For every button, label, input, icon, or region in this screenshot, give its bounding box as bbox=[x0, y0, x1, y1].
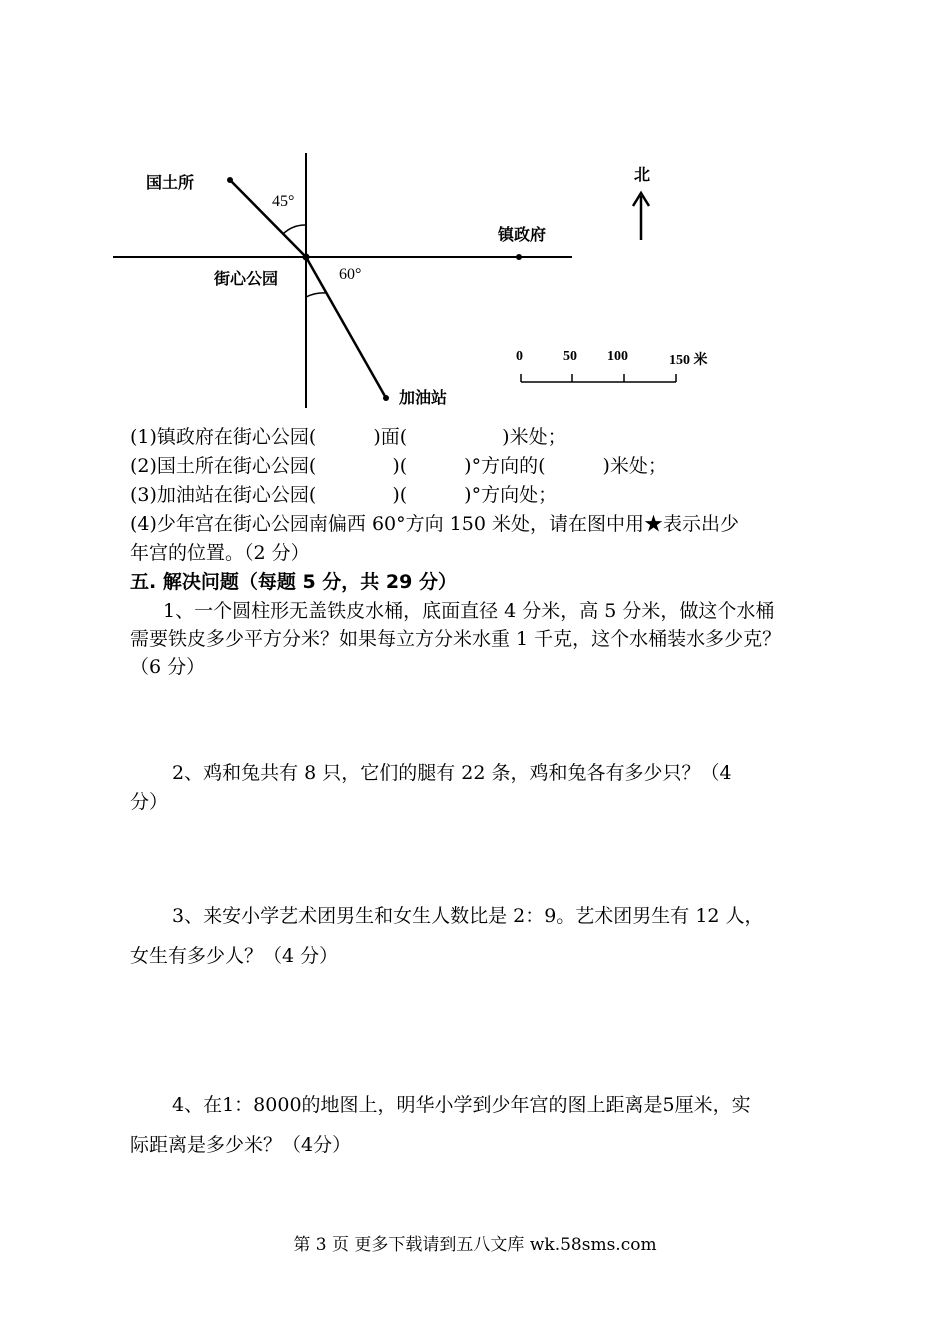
page-footer: 第 3 页 更多下载请到五八文库 wk.58sms.com bbox=[293, 1235, 657, 1255]
arc-60 bbox=[306, 293, 327, 297]
scale-label-0: 0 bbox=[516, 349, 523, 364]
scale-label-50: 50 bbox=[563, 349, 577, 364]
scale-label-100: 100 bbox=[607, 349, 628, 364]
question-4-line1: (4)少年宫在街心公园南偏西 60°方向 150 米处，请在图中用★表示出少 bbox=[130, 513, 739, 535]
point-jiayouzhan bbox=[383, 395, 389, 401]
problem-1-line1: 1、一个圆柱形无盖铁皮水桶，底面直径 4 分米，高 5 分米，做这个水桶 bbox=[163, 600, 775, 622]
label-angle-45: 45° bbox=[272, 193, 295, 210]
problem-4-line2: 际距离是多少米？（4分） bbox=[130, 1134, 352, 1156]
problem-3-line2: 女生有多少人？（4 分） bbox=[130, 945, 339, 967]
point-jiexin bbox=[303, 254, 310, 261]
label-north: 北 bbox=[634, 165, 651, 184]
question-3: (3)加油站在街心公园( )( )°方向处； bbox=[130, 484, 558, 506]
point-guotusuo bbox=[227, 177, 233, 183]
arc-45 bbox=[283, 225, 306, 234]
scale-label-150: 150 米 bbox=[669, 353, 708, 368]
problem-4-line1: 4、在1：8000的地图上，明华小学到少年宫的图上距离是5厘米，实 bbox=[172, 1094, 751, 1116]
label-angle-60: 60° bbox=[339, 266, 362, 283]
problem-2-line1: 2、鸡和兔共有 8 只，它们的腿有 22 条，鸡和兔各有多少只？（4 bbox=[172, 762, 732, 784]
direction-diagram bbox=[0, 0, 950, 420]
label-zhenzhengfu: 镇政府 bbox=[498, 225, 547, 244]
label-guotusuo: 国土所 bbox=[146, 173, 195, 192]
point-zhenzhengfu bbox=[516, 254, 522, 260]
label-jiexin: 街心公园 bbox=[214, 269, 279, 288]
question-1: (1)镇政府在街心公园( )面( )米处； bbox=[130, 426, 567, 448]
section-title: 五. 解决问题（每题 5 分，共 29 分） bbox=[130, 571, 457, 593]
question-2: (2)国土所在街心公园( )( )°方向的( )米处； bbox=[130, 455, 667, 477]
problem-2-line2: 分） bbox=[130, 791, 169, 813]
label-jiayouzhan: 加油站 bbox=[399, 388, 448, 407]
problem-1-line3: （6 分） bbox=[130, 656, 206, 678]
ray-guotusuo bbox=[230, 180, 306, 257]
problem-1-line2: 需要铁皮多少平方分米？如果每立方分米水重 1 千克，这个水桶装水多少克？ bbox=[130, 628, 782, 650]
question-4-line2: 年宫的位置。（2 分） bbox=[130, 542, 310, 564]
problem-3-line1: 3、来安小学艺术团男生和女生人数比是 2：9。艺术团男生有 12 人， bbox=[172, 905, 764, 927]
